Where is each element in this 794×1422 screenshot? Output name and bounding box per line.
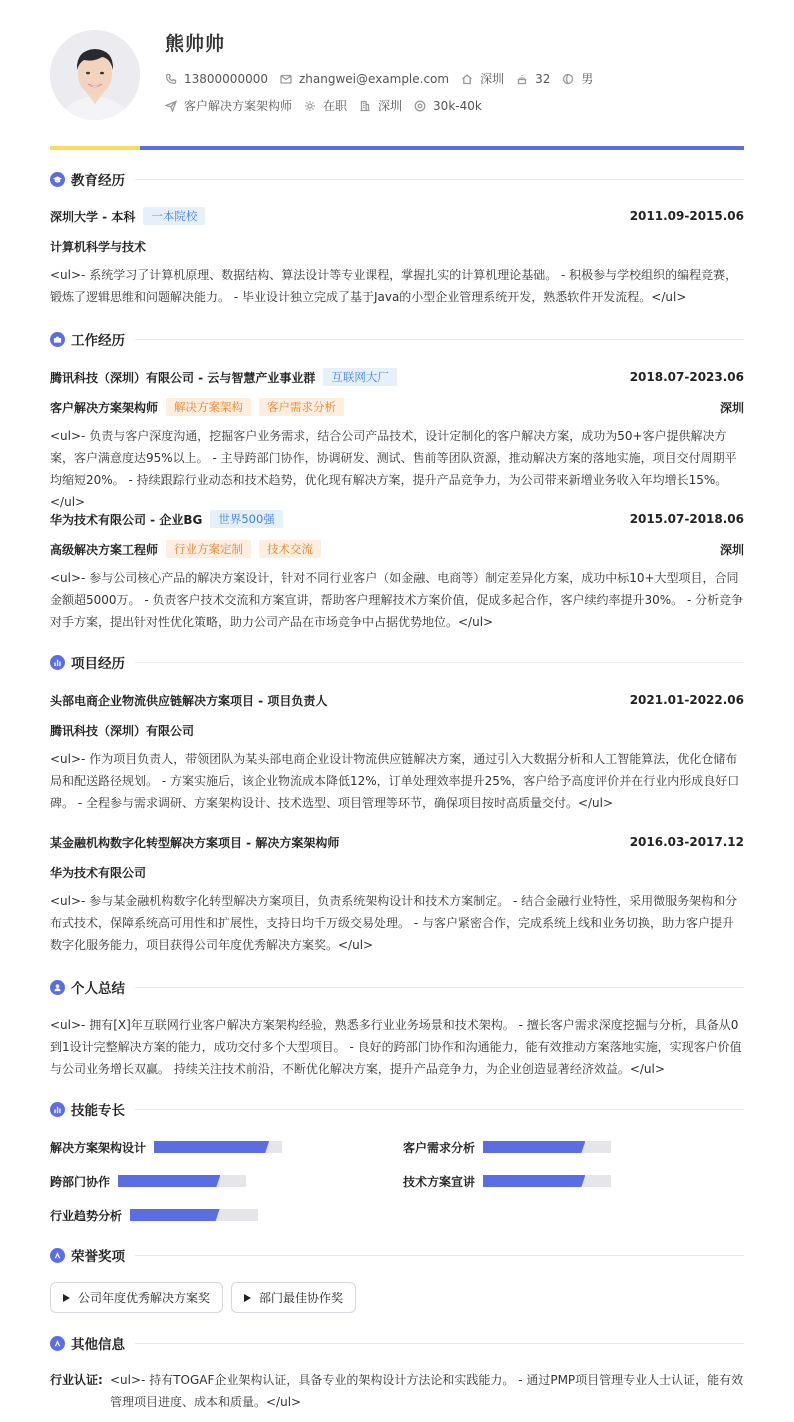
skill-item [50,1208,258,1222]
email-item [280,72,449,86]
major-name: 计算机科学与技术 [50,239,147,254]
job-city: 深圳 [719,542,744,557]
position-item [165,97,292,114]
bar-chart-icon [50,1102,65,1117]
award-chip [231,1282,356,1313]
award-name: 公司年度优秀解决方案奖 [78,1291,211,1305]
school-tag: 一本院校 [143,207,205,225]
project-name: 某金融机构数字化转型解决方案项目 - 解决方案架构师 [50,835,340,850]
job-skill-tag: 行业方案定制 [166,540,251,558]
section-projects [50,652,744,672]
section-title-work: 工作经历 [71,333,125,349]
section-awards [50,1245,744,1265]
project-org: 腾讯科技（深圳）有限公司 [50,723,195,738]
skill-name: 技术方案宣讲 [403,1174,476,1189]
divider-accent-blue [140,146,744,150]
gender-item [562,70,593,87]
phone-value: 13800000000 [184,71,268,86]
target-city-item [359,97,402,114]
skill-bar [483,1175,611,1187]
company-tag: 世界500强 [210,510,282,528]
work-description: <ul>- 负责与客户深度沟通，挖掘客户业务需求，结合公司产品技术，设计定制化的客户解决方案，成功为50+客户提供解决方案，客户满意度达95%以上。 - 主导跨部门协作，协调研发、测试、售前等团队资源，推动解决方案的落地实施，项目交付周期平均缩短20%。 - 持续跟踪行业动态和技术趋势，优化现有解决方案，提升产品竞争力，为公司带来新增业务收入年均增长15%。</ul> [50,429,737,509]
company-name: 腾讯科技（深圳）有限公司 - 云与智慧产业事业群 [50,370,316,385]
summary-text: <ul>- 拥有[X]年互联网行业客户解决方案架构经验，熟悉多行业业务场景和技术架构。 - 擅长客户需求深度挖掘与分析，具备从0到1设计完整解决方案的能力，成功交付多个大型项目。 - 良好的跨部门协作和沟通能力，能有效推动方案落地实施，实现客户价值与公司业务增长双赢。 持续关注技术前沿，不断优化解决方案，提升产品竞争力，为企业创造显著经济效益。</ul> [50,1018,742,1076]
skill-bar-fill [118,1175,220,1187]
job-title: 客户解决方案架构师 [50,400,159,415]
company-name: 华为技术有限公司 - 企业BG [50,512,203,527]
age-value: 32 [535,71,551,86]
user-icon [50,980,65,995]
job-intent-row [165,97,494,114]
resume-header [50,0,744,146]
target-city-value: 深圳 [378,99,403,113]
city-value: 深圳 [480,72,505,86]
status-value: 在职 [323,99,348,113]
project-org: 华为技术有限公司 [50,865,147,880]
work-entry [50,368,744,513]
skill-bar-fill [483,1141,585,1153]
status-item [304,97,347,114]
project-name: 头部电商企业物流供应链解决方案项目 - 项目负责人 [50,693,328,708]
skill-bar [130,1209,258,1221]
skill-item [403,1140,611,1154]
position-value: 客户解决方案架构师 [184,99,293,113]
home-icon [461,73,473,85]
skill-bar-fill [154,1141,269,1153]
skill-name: 客户需求分析 [403,1140,476,1155]
company-tag: 互联网大厂 [323,368,397,386]
section-skills [50,1099,744,1119]
avatar [50,30,140,120]
age-item [516,72,550,86]
skill-name: 跨部门协作 [50,1174,111,1189]
other-label: 行业认证: [50,1373,103,1387]
section-title-summary: 个人总结 [71,981,125,997]
job-skill-tag: 技术交流 [259,540,321,558]
section-work [50,329,744,349]
education-description: <ul>- 系统学习了计算机原理、数据结构、算法设计等专业课程，掌握扎实的计算机理论基础。 - 积极参与学校组织的编程竞赛，锻炼了逻辑思维和问题解决能力。 - 毕业设计独立完成了基于Java的小型企业管理系统开发，熟悉软件开发流程。</ul> [50,268,738,304]
phone-item [165,72,268,86]
job-title: 高级解决方案工程师 [50,542,159,557]
award-name: 部门最佳协作奖 [259,1291,344,1305]
mail-icon [280,73,292,85]
header-divider [50,146,744,150]
skill-bar [118,1175,246,1187]
work-description: <ul>- 参与公司核心产品的解决方案设计，针对不同行业客户（如金融、电商等）制定差异化方案，成功中标10+大型项目，合同金额超5000万。 - 负责客户技术交流和方案宣讲，帮助客户理解技术方案价值，促成多起合作，客户续约率提升30%。 - 分析竞争对手方案，提出针对性优化策略，助力公司产品在市场竞争中占据优势地位。</ul> [50,571,744,629]
section-divider [135,179,744,180]
section-title-education: 教育经历 [71,173,125,189]
section-title-awards: 荣誉奖项 [71,1249,125,1265]
other-entry [50,1369,744,1413]
project-entry [50,691,744,814]
bar-chart-icon [50,655,65,670]
section-divider [135,987,744,988]
section-title-projects: 项目经历 [71,656,125,672]
age-icon [516,73,528,85]
salary-item [414,99,482,113]
play-icon [63,1294,70,1302]
divider-accent-yellow [50,146,140,150]
project-date: 2021.01-2022.06 [629,693,744,707]
city-item [461,70,504,87]
project-entry [50,833,744,956]
project-description: <ul>- 作为项目负责人，带领团队为某头部电商企业设计物流供应链解决方案，通过引入大数据分析和人工智能算法，优化仓储布局和配送路径规划。 - 方案实施后，该企业物流成本降低12%，订单处理效率提升25%，客户给予高度评价并在行业内形成良好口碑。 - 全程参与需求调研、方案架构设计、技术选型、项目管理等环节，确保项目按时高质量交付。</ul> [50,752,740,810]
section-divider [135,1109,744,1110]
skill-item [50,1140,282,1154]
other-text: <ul>- 持有TOGAF企业架构认证，具备专业的架构设计方法论和实践能力。 - 通过PMP项目管理专业人士认证，能有效管理项目进度、成本和质量。</ul> [110,1373,744,1409]
job-city: 深圳 [719,400,744,415]
section-title-other: 其他信息 [71,1337,125,1353]
work-date: 2018.07-2023.06 [629,370,744,384]
skill-name: 解决方案架构设计 [50,1140,147,1155]
skill-name: 行业趋势分析 [50,1208,123,1223]
section-divider [135,1343,744,1344]
graduation-cap-icon [50,172,65,187]
skill-bar [483,1141,611,1153]
section-summary [50,977,744,997]
skill-item [403,1174,611,1188]
work-entry [50,510,744,633]
work-date: 2015.07-2018.06 [629,512,744,526]
section-divider [135,662,744,663]
job-skill-tag: 客户需求分析 [259,398,344,416]
email-value: zhangwei@example.com [298,71,450,86]
candidate-name: 熊帅帅 [165,33,226,55]
send-icon [165,100,177,112]
play-icon [244,1294,251,1302]
medal-icon [50,1248,65,1263]
school-name: 深圳大学 - 本科 [50,209,136,224]
salary-value: 30k-40k [433,98,482,113]
skill-bar-fill [483,1175,585,1187]
education-date: 2011.09-2015.06 [629,209,744,223]
skill-bar-fill [130,1209,220,1221]
briefcase-icon [50,332,65,347]
project-description: <ul>- 参与某金融机构数字化转型解决方案项目，负责系统架构设计和技术方案制定。 - 结合金融行业特性，采用微服务架构和分布式技术，保障系统高可用性和扩展性，支持日均千万级交易处理。 - 与客户紧密合作，完成系统上线和业务切换，助力客户提升数字化服务能力，项目获得公司年度优秀解决方案奖。</ul> [50,894,738,952]
section-divider [135,1255,744,1256]
section-title-skills: 技能专长 [71,1103,125,1119]
skill-bar [154,1141,282,1153]
award-chip [50,1282,223,1313]
section-divider [135,339,744,340]
gender-icon [562,73,574,85]
status-icon [304,100,316,112]
contact-row [165,70,605,87]
phone-icon [165,73,177,85]
skill-item [50,1174,246,1188]
job-skill-tag: 解决方案架构 [166,398,251,416]
project-date: 2016.03-2017.12 [629,835,744,849]
gender-value: 男 [581,72,594,86]
section-other [50,1333,744,1353]
section-education [50,169,744,189]
salary-icon [414,100,426,112]
education-entry [50,207,744,308]
building-icon [359,100,371,112]
medal-icon [50,1336,65,1351]
